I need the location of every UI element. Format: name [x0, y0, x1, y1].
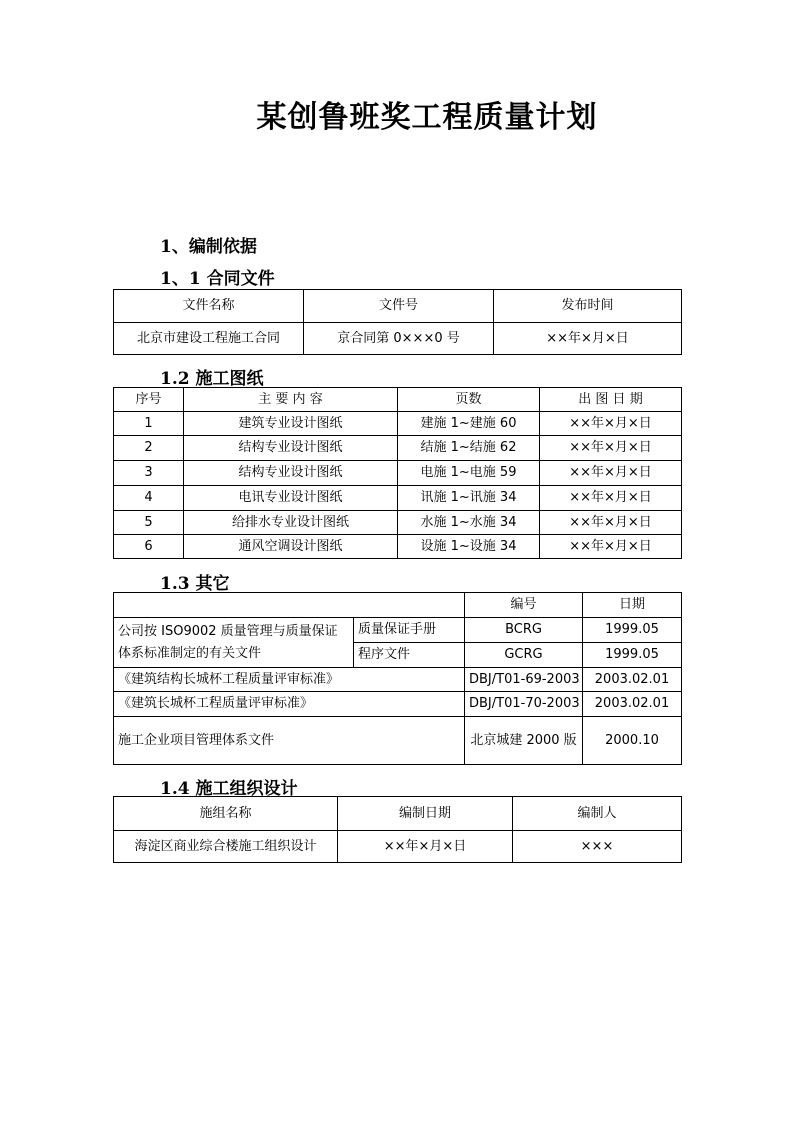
table-cell: 京合同第 0×××0 号 [304, 323, 494, 355]
table-cell: 结构专业设计图纸 [184, 436, 398, 461]
page-title: 某创鲁班奖工程质量计划 [256, 100, 598, 135]
table-cell: 3 [114, 461, 184, 486]
header-cell: 编制日期 [338, 797, 513, 831]
table-cell: DBJ/T01-69-2003 [465, 668, 583, 692]
table-cell: 结施 1~结施 62 [398, 436, 540, 461]
header-cell: 页数 [398, 388, 540, 412]
table-cell: 2003.02.01 [583, 692, 682, 717]
table-cell: 程序文件 [354, 643, 465, 668]
table-header-row [114, 290, 682, 323]
header-cell-empty [114, 593, 465, 618]
header-cell: 文件名称 [114, 290, 304, 323]
header-cell: 编号 [465, 593, 583, 618]
table-row [114, 831, 682, 863]
table-cell: 北京城建 2000 版 [465, 717, 583, 765]
table-cell: BCRG [465, 618, 583, 643]
section-1-1-heading: 1、1 合同文件 [160, 269, 275, 289]
table-row [114, 323, 682, 355]
table-row [114, 692, 682, 717]
table-cell: DBJ/T01-70-2003 [465, 692, 583, 717]
org-design-table [113, 796, 682, 863]
table-header-row [114, 388, 682, 412]
table-cell: 建施 1~建施 60 [398, 412, 540, 436]
table-cell: 2 [114, 436, 184, 461]
table-cell: ××年×月×日 [494, 323, 682, 355]
table-row [114, 618, 682, 643]
section-1-3-heading: 1.3 其它 [160, 574, 230, 594]
header-cell: 序号 [114, 388, 184, 412]
table-cell: 2003.02.01 [583, 668, 682, 692]
table-row [114, 486, 682, 511]
table-cell: 通风空调设计图纸 [184, 535, 398, 559]
table-row [114, 717, 682, 765]
table-cell: 施工企业项目管理体系文件 [114, 717, 465, 765]
table-row [114, 436, 682, 461]
table-cell: 结构专业设计图纸 [184, 461, 398, 486]
table-cell: ××年×月×日 [540, 436, 682, 461]
table-cell: 给排水专业设计图纸 [184, 511, 398, 535]
table-cell: 电讯专业设计图纸 [184, 486, 398, 511]
table-cell: ××年×月×日 [540, 535, 682, 559]
header-cell: 主 要 内 容 [184, 388, 398, 412]
table-cell: 1999.05 [583, 618, 682, 643]
header-cell: 文件号 [304, 290, 494, 323]
table-cell: ××年×月×日 [540, 412, 682, 436]
table-cell: 《建筑长城杯工程质量评审标准》 [114, 692, 465, 717]
table-cell: ××年×月×日 [540, 461, 682, 486]
table-row [114, 535, 682, 559]
table-row [114, 668, 682, 692]
header-cell: 出 图 日 期 [540, 388, 682, 412]
table-cell: 电施 1~电施 59 [398, 461, 540, 486]
header-cell: 日期 [583, 593, 682, 618]
table-cell: 设施 1~设施 34 [398, 535, 540, 559]
table-cell: 质量保证手册 [354, 618, 465, 643]
table-cell: 北京市建设工程施工合同 [114, 323, 304, 355]
header-cell: 发布时间 [494, 290, 682, 323]
table-row [114, 412, 682, 436]
section-1-4-heading: 1.4 施工组织设计 [160, 779, 298, 799]
table-header-row [114, 797, 682, 831]
table-row [114, 461, 682, 486]
table-cell: 海淀区商业综合楼施工组织设计 [114, 831, 338, 863]
table-cell: 《建筑结构长城杯工程质量评审标准》 [114, 668, 465, 692]
section-1-heading: 1、编制依据 [160, 237, 257, 257]
table-cell: 讯施 1~讯施 34 [398, 486, 540, 511]
table-cell: ××年×月×日 [540, 511, 682, 535]
drawings-table [113, 387, 682, 559]
table-cell: ××年×月×日 [338, 831, 513, 863]
table-cell: ××× [513, 831, 682, 863]
contract-table [113, 289, 682, 355]
other-docs-table [113, 592, 682, 765]
header-cell: 编制人 [513, 797, 682, 831]
section-1-2-heading: 1.2 施工图纸 [160, 369, 264, 389]
header-cell: 施组名称 [114, 797, 338, 831]
table-row [114, 511, 682, 535]
table-cell: 4 [114, 486, 184, 511]
table-cell: 建筑专业设计图纸 [184, 412, 398, 436]
table-cell: 1 [114, 412, 184, 436]
table-header-row [114, 593, 682, 618]
table-cell: 6 [114, 535, 184, 559]
table-cell: ××年×月×日 [540, 486, 682, 511]
table-cell: 2000.10 [583, 717, 682, 765]
table-cell: 5 [114, 511, 184, 535]
table-cell: 1999.05 [583, 643, 682, 668]
table-cell: GCRG [465, 643, 583, 668]
company-docs-cell: 公司按 ISO9002 质量管理与质量保证体系标准制定的有关文件 [114, 618, 354, 668]
table-cell: 水施 1~水施 34 [398, 511, 540, 535]
